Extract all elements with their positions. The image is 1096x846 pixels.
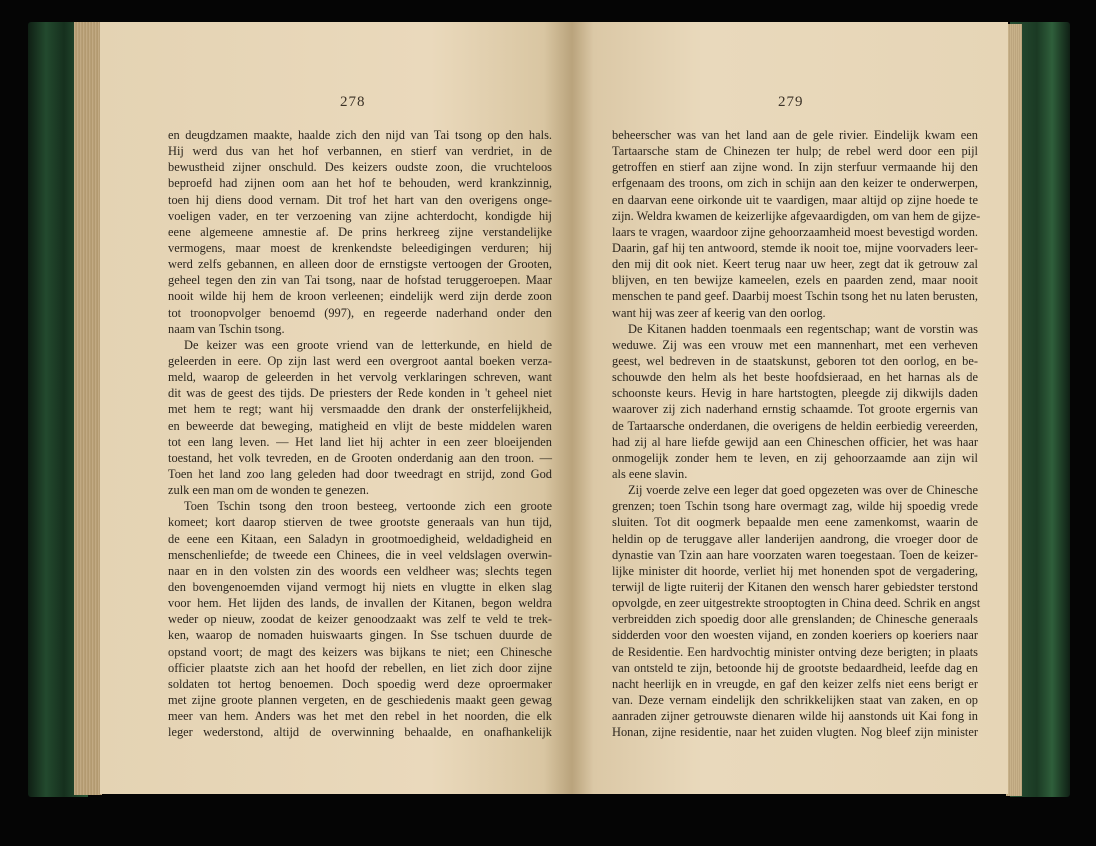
text-line: grenzen; toen Tschin tsong hare overmagt zag, wilde hij spoedig vrede xyxy=(612,499,978,514)
text-line: De keizer was een groote vriend van de letterkunde, en hield de xyxy=(184,337,552,352)
text-line: officier plaatste zich aan het hoofd der rebellen, en liet zich door zijne xyxy=(168,660,552,675)
text-line: terwijl de ligte ruiterij der Kitanen den wensch harer gebiedster terstond xyxy=(612,579,978,594)
text-line: tot troonopvolger benoemd (997), en regeerde naderhand onder den xyxy=(168,305,552,320)
text-line: meer van hem. Anders was het met den rebel in het noorden, die elk xyxy=(168,709,552,724)
text-line: Honan, zijne residentie, naar het zuiden vlugten. Nog bleef zijn minister xyxy=(612,725,978,740)
text-line: zijn. Weldra kwamen de keizerlijke afgevaardigden, om van hem de gijze- xyxy=(612,208,981,223)
text-line: zulk een man om de wonden te genezen. xyxy=(168,483,369,498)
text-line: schoonste keurs. Hevig in hare hartstogten, pleegde zij dikwijls daden xyxy=(612,386,978,401)
text-line: en daarvan eene oirkonde uit te vaardigen, maar altijd op zijne hoede te xyxy=(612,192,978,207)
text-line: eene algemeene amnestie af. De prins herkreeg zijne verstandelijke xyxy=(168,224,552,239)
page-edges-right xyxy=(1006,24,1022,796)
text-line: erfgenaam des troons, om zich in schijn aan den keizer te onderwerpen, xyxy=(612,176,978,191)
text-line: nooit wilde hij hem de kroon verleenen; eindelijk werd zijn derde zoon xyxy=(168,289,552,304)
text-line: Toen het land zoo lang geleden had door tweedragt en strijd, zond God xyxy=(168,466,552,481)
text-line: want hij was zeer af keerig van den oorlog. xyxy=(612,305,826,320)
text-line: beproefd had zijnen oom aan het hof te behouden, werd krankzinnig, xyxy=(168,176,552,191)
text-line: de Residentie. Een hardvochtig minister ontving deze berigten; in plaats xyxy=(612,644,978,659)
text-line: ken, waarop de nomaden huiswaarts gingen. In Sse tschuen duurde de xyxy=(168,628,552,643)
text-line: Toen Tschin tsong den troon besteeg, vertoonde zich een groote xyxy=(184,499,552,514)
text-line: waarover zij zich naderhand ernstig schaamde. Tot groote ergernis van xyxy=(612,402,978,417)
text-line: weduwe. Zij was een vrouw met een mannenhart, met een verheven xyxy=(612,337,978,352)
text-line: tot een lang leven. — Het land liet hij achter in een zeer bloeijenden xyxy=(168,434,552,449)
text-line: geest, wel bedreven in de staatskunst, geboren tot den oorlog, en be- xyxy=(612,353,978,368)
text-line: sluiten. Tot dit oogmerk bepaalde men eene zamenkomst, waarin de xyxy=(612,515,978,530)
right-page xyxy=(572,22,1008,794)
text-line: naam van Tschin tsong. xyxy=(168,321,285,336)
page-number: 279 xyxy=(778,94,804,110)
text-line: komeet; kort daarop stierven de twee grootste generaals van hun tijd, xyxy=(168,515,552,530)
text-line: heldin op de teruggave aller landerijen aandrong, die vroeger door de xyxy=(612,531,978,546)
text-line: dit was de geest des tijds. De priesters der Rede konden in 't geheel niet xyxy=(168,386,552,401)
text-line: had zij al hare liefde gewijd aan een Chineschen officier, het was haar xyxy=(612,434,978,449)
text-line: voor hem. Het lijden des lands, de invallen der Kitanen, begon weldra xyxy=(168,596,552,611)
text-line: met hem te regt; want hij versmaadde den drank der onsterfelijkheid, xyxy=(168,402,552,417)
text-line: nacht heerlijk en in vreugde, en gaf den keizer zelfs niet eens berigt er xyxy=(612,676,978,691)
text-line: schouwde den helm als het beste hoofdsieraad, en het harnas als de xyxy=(612,370,978,385)
text-line: onmogelijk zonder hem te leven, en zij gehoorzaamde aan zijn wil xyxy=(612,450,978,465)
text-line: beheerscher was van het land aan de gele rivier. Eindelijk kwam een xyxy=(612,128,978,142)
text-line: als eene slavin. xyxy=(612,466,688,481)
text-line: en deugdzamen maakte, haalde zich den nijd van Tai tsong op den hals. xyxy=(168,128,552,142)
text-line: geheel tegen den zin van Tai tsong, naar de hofstad teruggeroepen. Maar xyxy=(168,273,552,288)
text-line: en beweerde dat beweging, matigheid en vlijt de beste middelen waren xyxy=(168,418,552,433)
page-text-block xyxy=(168,127,552,740)
text-line: Tartaarsche stam de Chinezen ter hulp; de rebel werd door een pijl xyxy=(612,144,978,159)
text-line: menschenliefde; de tweede een Chinees, die in veel veldslagen overwin- xyxy=(168,547,552,562)
text-line: met zijne groote plannen vergeten, en de geschiedenis maakt geen gewag xyxy=(168,692,552,707)
text-line: van ontsteld te zijn, betoonde hij de grootste bedaardheid, leefde dag en xyxy=(612,660,978,675)
text-line: de Tartaarsche onderdanen, die overigens de heldin eerbiedig vereerden, xyxy=(612,418,978,433)
text-line: de eene een Kitaan, een Saladyn in grootmoedigheid, weldadigheid en xyxy=(168,531,552,546)
text-line: blijven, en ten bewijze kameelen, ezels en paarden zend, maar nooit xyxy=(612,273,978,288)
text-line: Zij voerde zelve een leger dat goed opgezeten was over de Chinesche xyxy=(628,483,978,498)
text-line: bewustheid zijner onschuld. Des keizers oudste zoon, die vruchteloos xyxy=(168,160,552,175)
text-line: den mij dit ook niet. Keert terug naar uw heer, zegt dat ik getrouw zal xyxy=(612,257,978,272)
text-line: voeligen vader, en ter verzoening van zijne achterdocht, kondigde hij xyxy=(168,208,552,223)
text-line: den bovengenoemden vijand vermogt hij niets en vlugtte in elken slag xyxy=(168,579,552,594)
text-line: soldaten tot hertog benoemen. Doch spoedig werd deze oproermaker xyxy=(168,676,552,691)
text-line: aanraden zijner getrouwste dienaren wilde hij aanstonds uit Kai fong in xyxy=(612,709,978,724)
text-line: naar en in den volsten zin des woords een veldheer was; slechts tegen xyxy=(168,563,552,578)
text-line: Daarin, gaf hij ten antwoord, stemde ik nooit toe, mijne voorvaders leer- xyxy=(612,240,978,255)
page-number: 278 xyxy=(340,94,366,110)
text-line: toen hij diens dood vernam. Dit trof het hart van den overigens onge- xyxy=(168,192,552,207)
text-line: opvolgde, en zeer uitgestrekte strooptogten in China deed. Schrik en angst xyxy=(612,596,981,611)
text-line: Hij werd dus van het hof verbannen, en stierf van verdriet, in de xyxy=(168,144,552,159)
text-line: menschen te pand geef. Daarbij moest Tschin tsong het nu laten berusten, xyxy=(612,289,978,304)
page-edges-left xyxy=(74,22,102,795)
text-line: dynastie van Tzin aan hare voorzaten waren toegestaan. Toen de keizer- xyxy=(612,547,978,562)
text-line: vermogens, maar moest de krenkendste beleedigingen verduren; hij xyxy=(168,240,552,255)
text-line: De Kitanen hadden toenmaals een regentschap; want de vorstin was xyxy=(628,321,978,336)
text-line: toestand, het volk tevreden, en de Grooten onderdanig aan den troon. — xyxy=(168,450,552,465)
text-line: opstand voort; de magt des keizers was bijkans te niet; een Chinesche xyxy=(168,644,552,659)
text-line: meld, waarop de geleerden in het vervolg verklaringen schreven, want xyxy=(168,370,552,385)
text-line: sidderden voor den woesten vijand, en zonden koeriers op koeriers naar xyxy=(612,628,978,643)
text-line: geleerden in eere. Op zijn last werd een overgroot aantal boeken verza- xyxy=(168,353,552,368)
text-line: van. Deze vernam eindelijk den schrikkelijken staat van zaken, en op xyxy=(612,692,978,707)
text-line: verbreidden zich spoedig door alle grenslanden; de Chinesche generaals xyxy=(612,612,978,627)
left-page xyxy=(100,22,572,794)
text-line: laars te vragen, waardoor zijne gehoorzaamheid moest bevestigd worden. xyxy=(612,224,978,239)
text-line: werd zelfs gebannen, en alleen door de ernstigste vertoogen der Grooten, xyxy=(168,257,552,272)
text-line: getroffen en stierf aan zijne wond. In zijn sterfuur vermaande hij den xyxy=(612,160,978,175)
text-line: lijke minister dit hoorde, verliet hij met honenden spot de vergadering, xyxy=(612,563,978,578)
page-text-block xyxy=(612,127,981,740)
text-line: leger wederstond, altijd de overwinning behaalde, en onafhankelijk xyxy=(168,725,552,740)
text-line: weder op nieuw, zoodat de keizer genoodzaakt was zelf te veld te trek- xyxy=(168,612,552,627)
